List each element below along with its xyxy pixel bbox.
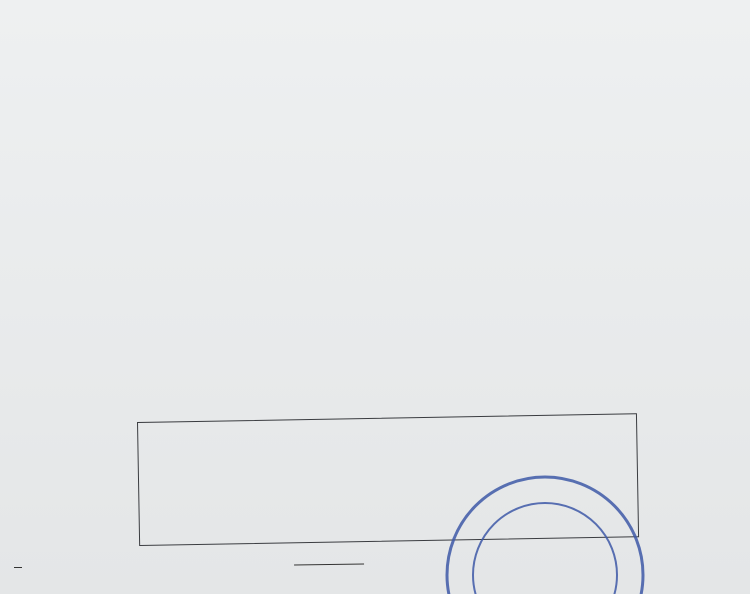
- paragraph-bone: [14, 0, 736, 8]
- conclusion-line: [144, 418, 630, 426]
- signature-row: [288, 551, 376, 569]
- conclusion-line: [144, 418, 630, 426]
- conclusion-line: [144, 418, 630, 426]
- clinic-stamp: [440, 470, 650, 594]
- paragraph-chest-shape: [14, 0, 736, 8]
- conclusion-line: [144, 418, 630, 426]
- paragraph-lungs: [14, 0, 736, 8]
- paragraph-series-heading: [14, 0, 736, 8]
- conclusion-line: [144, 418, 630, 426]
- conclusion-line: [144, 418, 630, 426]
- paragraph-bronchi: [14, 0, 736, 8]
- paragraph-soft-tissues: [14, 0, 736, 8]
- paragraph-heart: [14, 0, 736, 8]
- paragraph-pleura: [14, 0, 736, 8]
- paragraph-diaphragm: [14, 0, 736, 8]
- conclusion-line: [144, 418, 630, 426]
- report-date: [14, 566, 22, 568]
- paragraph-lymph-nodes: [14, 0, 736, 8]
- report-body: [14, 0, 736, 8]
- paragraph-method: [14, 0, 736, 8]
- signature-line: [294, 552, 364, 566]
